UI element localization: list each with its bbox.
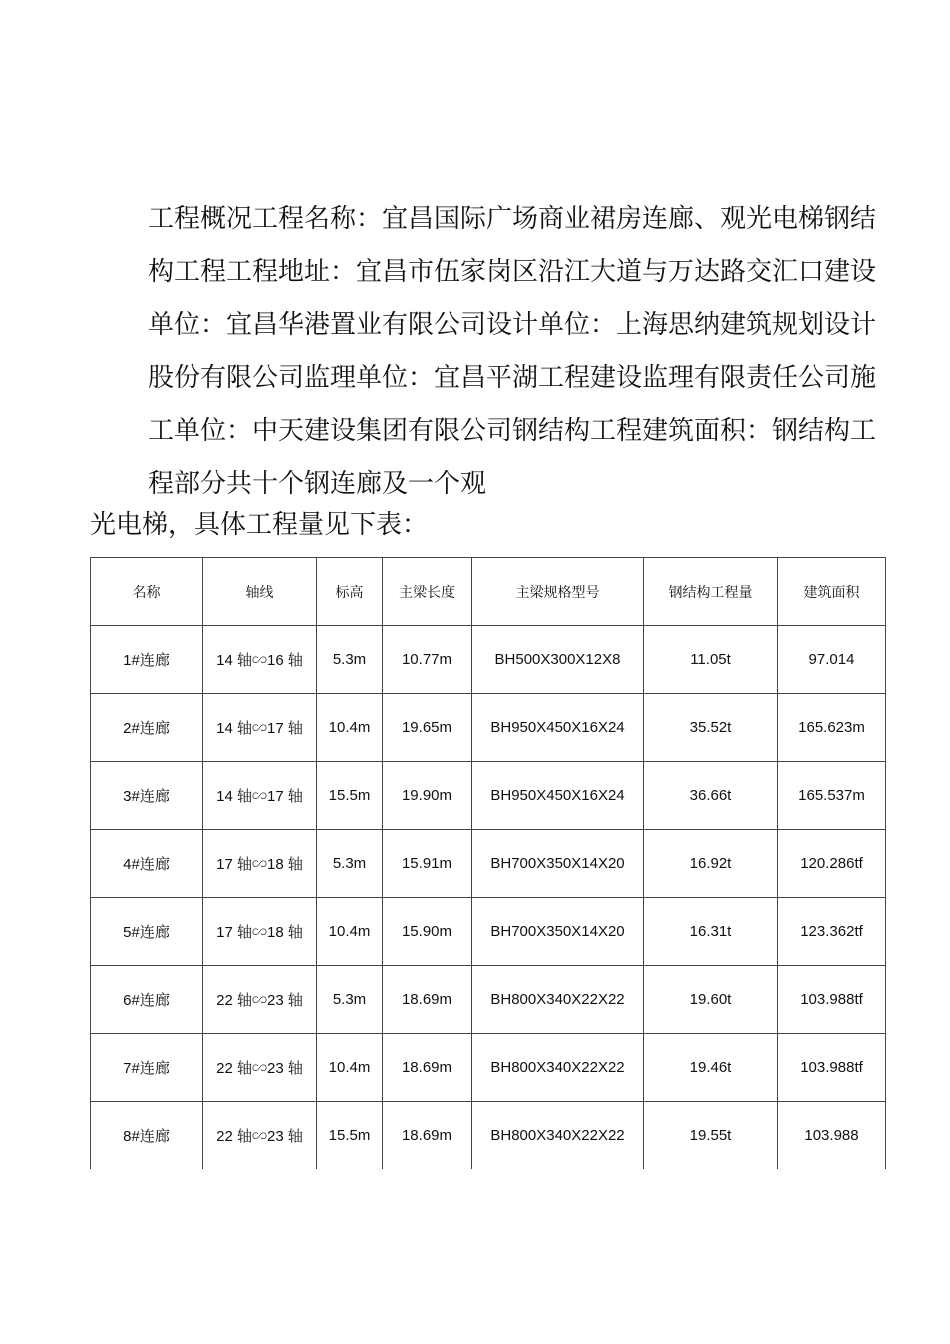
cell-beam-length: 10.77m <box>383 626 472 694</box>
header-axis: 轴线 <box>203 558 317 626</box>
cell-steel-quantity: 16.31t <box>644 898 778 966</box>
intro-continuation: 光电梯，具体工程量见下表： <box>90 510 429 540</box>
header-steel-quantity: 钢结构工程量 <box>644 558 778 626</box>
cell-name: 6#连廊 <box>91 966 203 1034</box>
cell-elevation: 10.4m <box>317 694 383 762</box>
cell-beam-length: 15.90m <box>383 898 472 966</box>
cell-beam-length: 19.90m <box>383 762 472 830</box>
table-header-row <box>91 558 886 626</box>
cell-axis: 22 轴∽23 轴 <box>203 1034 317 1102</box>
cell-name: 8#连廊 <box>91 1102 203 1170</box>
steel-works-table <box>90 557 886 1169</box>
cell-name: 3#连廊 <box>91 762 203 830</box>
cell-axis: 17 轴∽18 轴 <box>203 898 317 966</box>
cell-steel-quantity: 35.52t <box>644 694 778 762</box>
cell-steel-quantity: 36.66t <box>644 762 778 830</box>
cell-floor-area: 103.988 <box>778 1102 886 1170</box>
cell-name: 7#连廊 <box>91 1034 203 1102</box>
cell-beam-spec: BH500X300X12X8 <box>472 626 644 694</box>
cell-axis: 14 轴∽17 轴 <box>203 762 317 830</box>
cell-elevation: 5.3m <box>317 830 383 898</box>
table-row <box>91 762 886 830</box>
cell-steel-quantity: 19.55t <box>644 1102 778 1170</box>
cell-steel-quantity: 19.46t <box>644 1034 778 1102</box>
cell-floor-area: 165.623m <box>778 694 886 762</box>
cell-beam-length: 18.69m <box>383 1102 472 1170</box>
cell-steel-quantity: 19.60t <box>644 966 778 1034</box>
header-elevation: 标高 <box>317 558 383 626</box>
cell-name: 4#连廊 <box>91 830 203 898</box>
cell-beam-spec: BH800X340X22X22 <box>472 1102 644 1170</box>
cell-floor-area: 103.988tf <box>778 966 886 1034</box>
intro-paragraph: 工程概况工程名称：宜昌国际广场商业裙房连廊、观光电梯钢结构工程工程地址：宜昌市伍家岗区沿江大道与万达路交汇口建设单位：宜昌华港置业有限公司设计单位：上海思纳建筑规划设计股份有限公司监理单位：宜昌平湖工程建设监理有限责任公司施工单位：中天建设集团有限公司钢结构工程建筑面积：钢结构工程部分共十个钢连廊及一个观 <box>148 204 877 499</box>
table-row <box>91 1102 886 1170</box>
cell-beam-spec: BH950X450X16X24 <box>472 762 644 830</box>
cell-axis: 22 轴∽23 轴 <box>203 966 317 1034</box>
cell-beam-length: 18.69m <box>383 966 472 1034</box>
cell-elevation: 10.4m <box>317 1034 383 1102</box>
cell-floor-area: 97.014 <box>778 626 886 694</box>
cell-axis: 22 轴∽23 轴 <box>203 1102 317 1170</box>
table-row <box>91 830 886 898</box>
cell-beam-spec: BH700X350X14X20 <box>472 830 644 898</box>
header-floor-area: 建筑面积 <box>778 558 886 626</box>
cell-elevation: 15.5m <box>317 762 383 830</box>
cell-elevation: 5.3m <box>317 626 383 694</box>
cell-beam-length: 19.65m <box>383 694 472 762</box>
cell-steel-quantity: 16.92t <box>644 830 778 898</box>
cell-name: 5#连廊 <box>91 898 203 966</box>
cell-floor-area: 120.286tf <box>778 830 886 898</box>
header-beam-spec: 主梁规格型号 <box>472 558 644 626</box>
cell-beam-spec: BH800X340X22X22 <box>472 966 644 1034</box>
cell-beam-spec: BH950X450X16X24 <box>472 694 644 762</box>
header-beam-length: 主梁长度 <box>383 558 472 626</box>
table-row <box>91 626 886 694</box>
table-row <box>91 898 886 966</box>
cell-axis: 17 轴∽18 轴 <box>203 830 317 898</box>
header-name: 名称 <box>91 558 203 626</box>
table-row <box>91 966 886 1034</box>
cell-axis: 14 轴∽17 轴 <box>203 694 317 762</box>
cell-floor-area: 123.362tf <box>778 898 886 966</box>
cell-name: 2#连廊 <box>91 694 203 762</box>
cell-floor-area: 103.988tf <box>778 1034 886 1102</box>
cell-elevation: 5.3m <box>317 966 383 1034</box>
cell-beam-spec: BH800X340X22X22 <box>472 1034 644 1102</box>
cell-name: 1#连廊 <box>91 626 203 694</box>
table-row <box>91 1034 886 1102</box>
cell-floor-area: 165.537m <box>778 762 886 830</box>
cell-elevation: 10.4m <box>317 898 383 966</box>
cell-beam-length: 15.91m <box>383 830 472 898</box>
cell-beam-length: 18.69m <box>383 1034 472 1102</box>
cell-beam-spec: BH700X350X14X20 <box>472 898 644 966</box>
cell-steel-quantity: 11.05t <box>644 626 778 694</box>
table-row <box>91 694 886 762</box>
cell-axis: 14 轴∽16 轴 <box>203 626 317 694</box>
cell-elevation: 15.5m <box>317 1102 383 1170</box>
